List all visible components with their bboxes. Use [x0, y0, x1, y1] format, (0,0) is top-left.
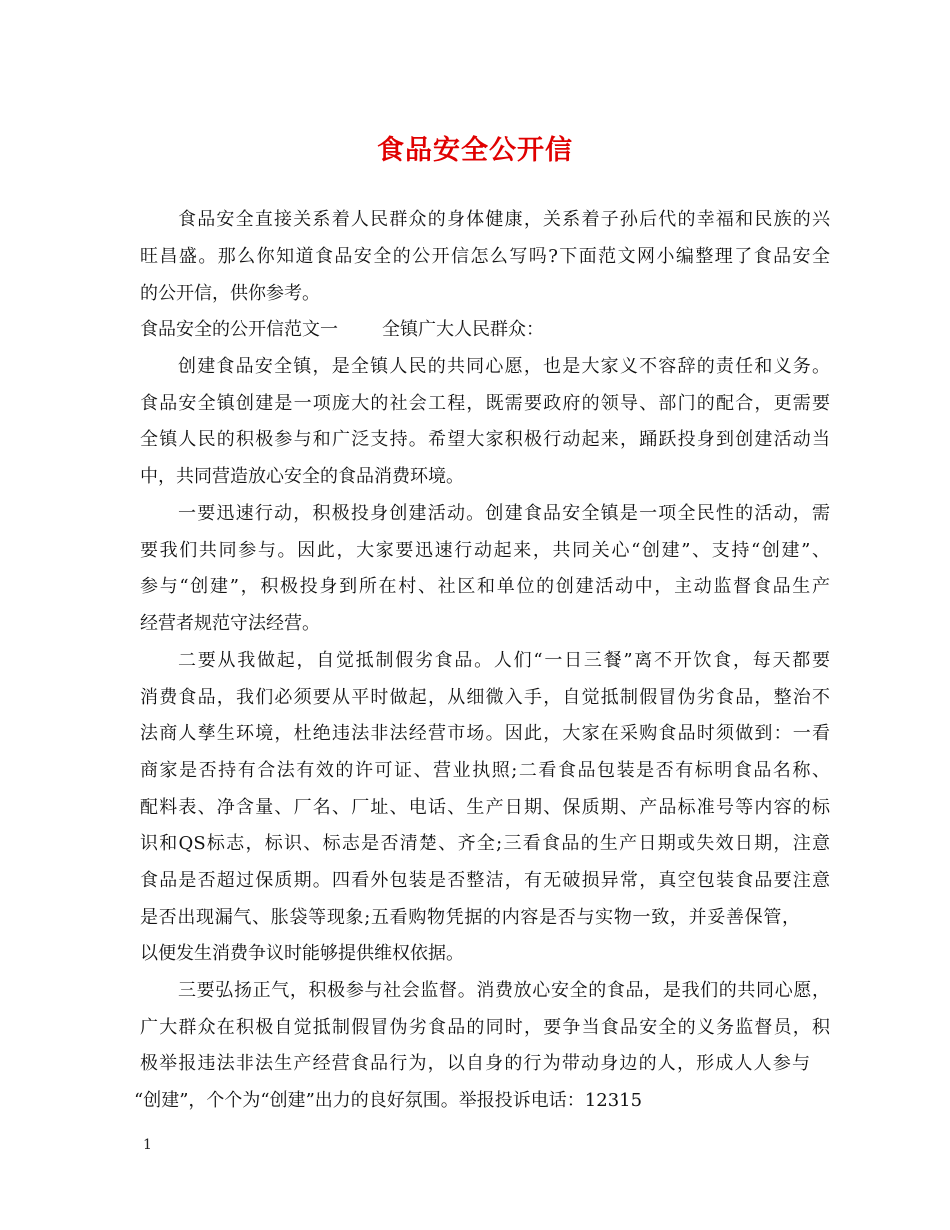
- text-line: 一要迅速行动，积极投身创建活动。创建食品安全镇是一项全民性的活动，需: [178, 503, 830, 524]
- sample-title: 食品安全的公开信范文一: [140, 319, 338, 340]
- text-line: 三要弘扬正气，积极参与社会监督。消费放心安全的食品，是我们的共同心愿，: [178, 980, 830, 1001]
- document-title: 食品安全公开信: [377, 135, 573, 166]
- text-line: “创建”，个个为“创建”出力的良好氛围。举报投诉电话：12315: [134, 1090, 643, 1111]
- letter-heading-line: [140, 318, 830, 342]
- salutation: 全镇广大人民群众：: [382, 319, 544, 340]
- text-line: 经营者规范守法经营。: [140, 613, 320, 634]
- text-line: 极举报违法非法生产经营食品行为，以自身的行为带动身边的人，形成人人参与: [140, 1053, 810, 1074]
- text-line: 是否出现漏气、胀袋等现象;五看购物凭据的内容是否与实物一致，并妥善保管，: [140, 907, 800, 928]
- text-line: 全镇人民的积极参与和广泛支持。希望大家积极行动起来，踊跃投身到创建活动当: [140, 429, 830, 450]
- text-line: 食品是否超过保质期。四看外包装是否整洁，有无破损异常，真空包装食品要注意: [140, 870, 830, 891]
- text-line: 要我们共同参与。因此，大家要迅速行动起来，共同关心“创建”、支持“创建”、: [140, 540, 830, 561]
- text-line: 食品安全镇创建是一项庞大的社会工程，既需要政府的领导、部门的配合，更需要: [140, 393, 830, 414]
- text-line: 消费食品，我们必须要从平时做起，从细微入手，自觉抵制假冒伪劣食品，整治不: [140, 687, 830, 708]
- text-line: 参与“创建”，积极投身到所在村、社区和单位的创建活动中，主动监督食品生产: [140, 576, 830, 597]
- text-line: 中，共同营造放心安全的食品消费环境。: [140, 466, 464, 487]
- text-line: 商家是否持有合法有效的许可证、营业执照;二看食品包装是否有标明食品名称、: [140, 760, 830, 781]
- text-line: 配料表、净含量、厂名、厂址、电话、生产日期、保质期、产品标准号等内容的标: [140, 797, 830, 818]
- text-line: 法商人孳生环境，杜绝违法非法经营市场。因此，大家在采购食品时须做到：一看: [140, 723, 830, 744]
- text-line: 创建食品安全镇，是全镇人民的共同心愿，也是大家义不容辞的责任和义务。: [178, 356, 830, 377]
- text-line: 旺昌盛。那么你知道食品安全的公开信怎么写吗?下面范文网小编整理了食品安全: [140, 246, 830, 267]
- text-line: 食品安全直接关系着人民群众的身体健康，关系着子孙后代的幸福和民族的兴: [178, 209, 830, 230]
- page-number: 1: [143, 1137, 152, 1153]
- text-line: 二要从我做起，自觉抵制假劣食品。人们“一日三餐”离不开饮食，每天都要: [178, 650, 830, 671]
- text-line: 广大群众在积极自觉抵制假冒伪劣食品的同时，要争当食品安全的义务监督员，积: [140, 1017, 830, 1038]
- text-line: 的公开信，供你参考。: [140, 283, 320, 304]
- text-line: 识和QS标志，标识、标志是否清楚、齐全;三看食品的生产日期或失效日期，注意: [140, 833, 830, 854]
- text-line: 以便发生消费争议时能够提供维权依据。: [140, 943, 464, 964]
